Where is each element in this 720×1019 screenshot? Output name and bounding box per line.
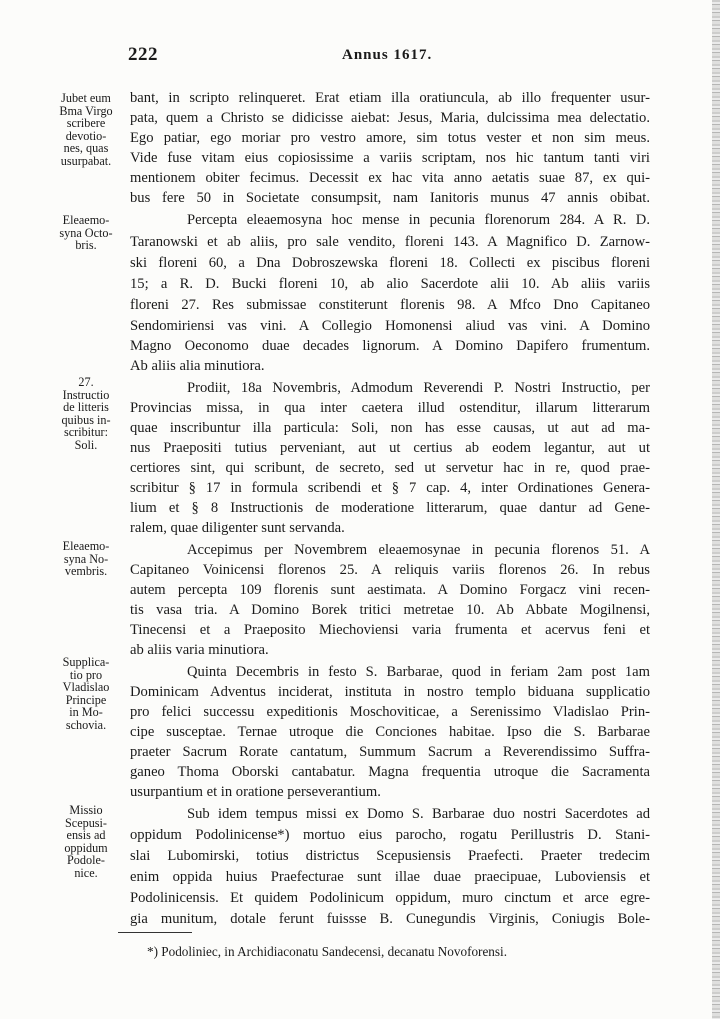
text-line: nus Praepositi tutius perveniant, aut ut certius ab eodem legantur, aut ut [130,440,650,456]
footnote: *) Podoliniec, in Archidiaconatu Sandecensi, decanatu Novoforensi. [147,944,507,959]
text-line: Podolinicensis. Et quidem Podolinicum oppidum, muro cinctum et arce egre- [130,890,650,906]
margin-note-line: quibus in- [61,412,111,427]
text-line: Tinecensi et a Praeposito Miechoviensi varia frumenta et acervus feni et [130,622,650,638]
text-line: pata, quem a Christo se didicisse aiebat: Jesus, Maria, dulcissima mea delectatio. [130,110,650,126]
text-line: slai Lubomirski, totius districtus Scepusiensis Praefecti. Praeter tredecim [130,848,650,864]
margin-note-line: Podole- [67,853,105,868]
text-line: ab aliis varia minutiora. [130,642,269,658]
margin-note-line: usurpabat. [60,153,112,168]
text-line: quae inscribuntur illa particula: Soli, non has esse causas, ut aut ad ma- [130,420,650,436]
margin-note-line: Principe [65,692,107,707]
text-line: pro felici successu expeditionis Moschoviticae, a Serenissimo Vladislao Prin- [130,704,650,720]
margin-note-missio [46,804,126,880]
margin-note-line: Supplica- [62,655,110,669]
margin-note-line: Scepusi- [65,815,107,830]
text-line: praeter Sacrum Rorate cantatum, Summum Sacrum a Reverendissimo Suffra- [130,744,650,760]
text-line: enim oppida huius Praefecturae sunt illae duae praecipuae, Luboviensis et [130,869,650,885]
margin-note-jubet [46,92,126,168]
margin-note-line: Vladislao [62,680,110,695]
margin-note-line: syna No- [63,551,109,566]
text-line: Provincias missa, in qua inter caetera illud ostenditur, illarum litterarum [130,400,650,416]
text-line: Quinta Decembris in festo S. Barbarae, quod in feriam 2am post 1am [187,664,650,680]
text-line: cipe susceptae. Ternae utroque die Conciones habitae. Ipso die S. Barbarae [130,724,650,740]
text-line: mentionem obiter fecimus. Decessit ex hac vita anno aetatis suae 87, ex qui- [130,170,650,186]
margin-note-line: Bma Virgo [59,103,113,118]
margin-note-line: Missio [69,803,103,817]
margin-note-supplicatio [46,656,126,732]
margin-note-line: in Mo- [69,705,103,720]
text-line: Taranowski et ab aliis, pro sale vendito, floreni 143. A Magnifico D. Zarnow- [130,234,650,250]
margin-note-line: syna Octo- [59,225,113,240]
text-line: Capitaneo Voinicensi florenos 25. A reliquis variis florenos 26. In rebus [130,562,650,578]
scan-edge [712,0,720,1019]
margin-note-line: Eleaemo- [62,539,110,553]
text-line: lium et § 8 Instructionis de moderatione litterarum, quae dantur ad Gene- [130,500,650,516]
margin-note-line: bris. [75,238,97,253]
text-line: usurpantium et in oratione perseverantium. [130,784,381,800]
text-line: Sub idem tempus missi ex Domo S. Barbarae duo nostri Sacerdotes ad [187,806,650,822]
margin-note-line: scribere [66,116,106,131]
text-line: ralem, quae diligenter sunt servanda. [130,520,345,536]
text-line: certiores sint, qui scribunt, de secreto, sed ut servetur hac in re, quod prae- [130,460,650,476]
margin-note-line: devotio- [65,128,107,143]
margin-note-line: schovia. [65,717,107,732]
text-line: bant, in scripto relinqueret. Erat etiam illa oratiuncula, ab illo frequenter usur- [130,90,650,106]
margin-note-line: nice. [74,865,98,880]
margin-note-line: vembris. [64,564,108,579]
margin-note-line: oppidum [64,840,108,855]
page-number: 222 [128,44,158,65]
margin-note-eleaemosyna-octobris [46,214,126,252]
text-line: Accepimus per Novembrem eleaemosynae in pecunia florenos 51. A [187,542,650,558]
margin-note-line: Instructio [62,387,110,402]
page-header [128,44,598,68]
text-line: scribitur § 17 in formula scribendi et § 7 cap. 4, inter Ordinationes Genera- [130,480,650,496]
text-line: Sendomiriensi vas vini. A Collegio Homonensi aliud vas vini. A Domino [130,318,650,334]
margin-note-eleaemosyna-novembris [46,540,126,578]
text-line: floreni 27. Res submissae constiterunt florenis 98. A Mfco Dno Capitaneo [130,297,650,313]
text-line: Vide fuse vitam eius copiosissime a variis scriptam, nos hic tantum tanti viri [130,150,650,166]
text-line: 15; a R. D. Bucki floreni 10, ab alio Sacerdote alii 10. Ab aliis variis [130,276,650,292]
text-line: Prodiit, 18a Novembris, Admodum Reverendi P. Nostri Instructio, per [187,380,650,396]
margin-note-line: Jubet eum [61,91,111,105]
margin-note-line: Soli. [74,437,98,452]
footnote-rule [118,932,192,933]
margin-note-line: nes, quas [63,141,109,156]
text-line: gia munitum, dotale ferunt fuissse B. Cunegundis Virginis, Coniugis Bole- [130,911,650,927]
margin-note-line: ensis ad [66,828,106,843]
text-line: tis vasa tria. A Domino Borek tritici metretae 10. Ab Abbate Mogilnensi, [130,602,650,618]
margin-note-line: scribitur: [63,425,108,440]
running-head: Annus 1617. [342,47,433,63]
text-line: Ab aliis alia minutiora. [130,358,265,374]
margin-note-line: 27. [78,375,94,389]
text-line: Magno Oeconomo duae decades lignorum. A Domino Dapifero frumentum. [130,338,650,354]
text-line: ski floreni 60, a Dna Dobroszewska floreni 18. Collecti ex piscibus floreni [130,255,650,271]
text-line: oppidum Podolinicense*) mortuo eius parocho, rogatu Perillustris D. Stani- [130,827,650,843]
margin-note-line: tio pro [69,667,103,682]
margin-note-line: Eleaemo- [62,213,110,227]
margin-note-instructio [46,376,126,452]
text-line: ganeo Thoma Oborski cantabatur. Magna frequentia utroque die Sacramenta [130,764,650,780]
text-line: Ego patiar, ego moriar pro vestro amore, sim totus vester et non sim meus. [130,130,650,146]
text-line: autem percepta 109 florenis sunt aestimata. A Domino Forgacz vini recen- [130,582,650,598]
text-line: bus fere 50 in Societate consumpsit, nam Ianitoris munus 47 annis obibat. [130,190,650,206]
text-line: Dominicam Adventus inciderat, instituta in nostro templo biduana supplicatio [130,684,650,700]
margin-note-line: de litteris [63,400,109,415]
text-line: Percepta eleaemosyna hoc mense in pecunia florenorum 284. A R. D. [187,212,650,228]
